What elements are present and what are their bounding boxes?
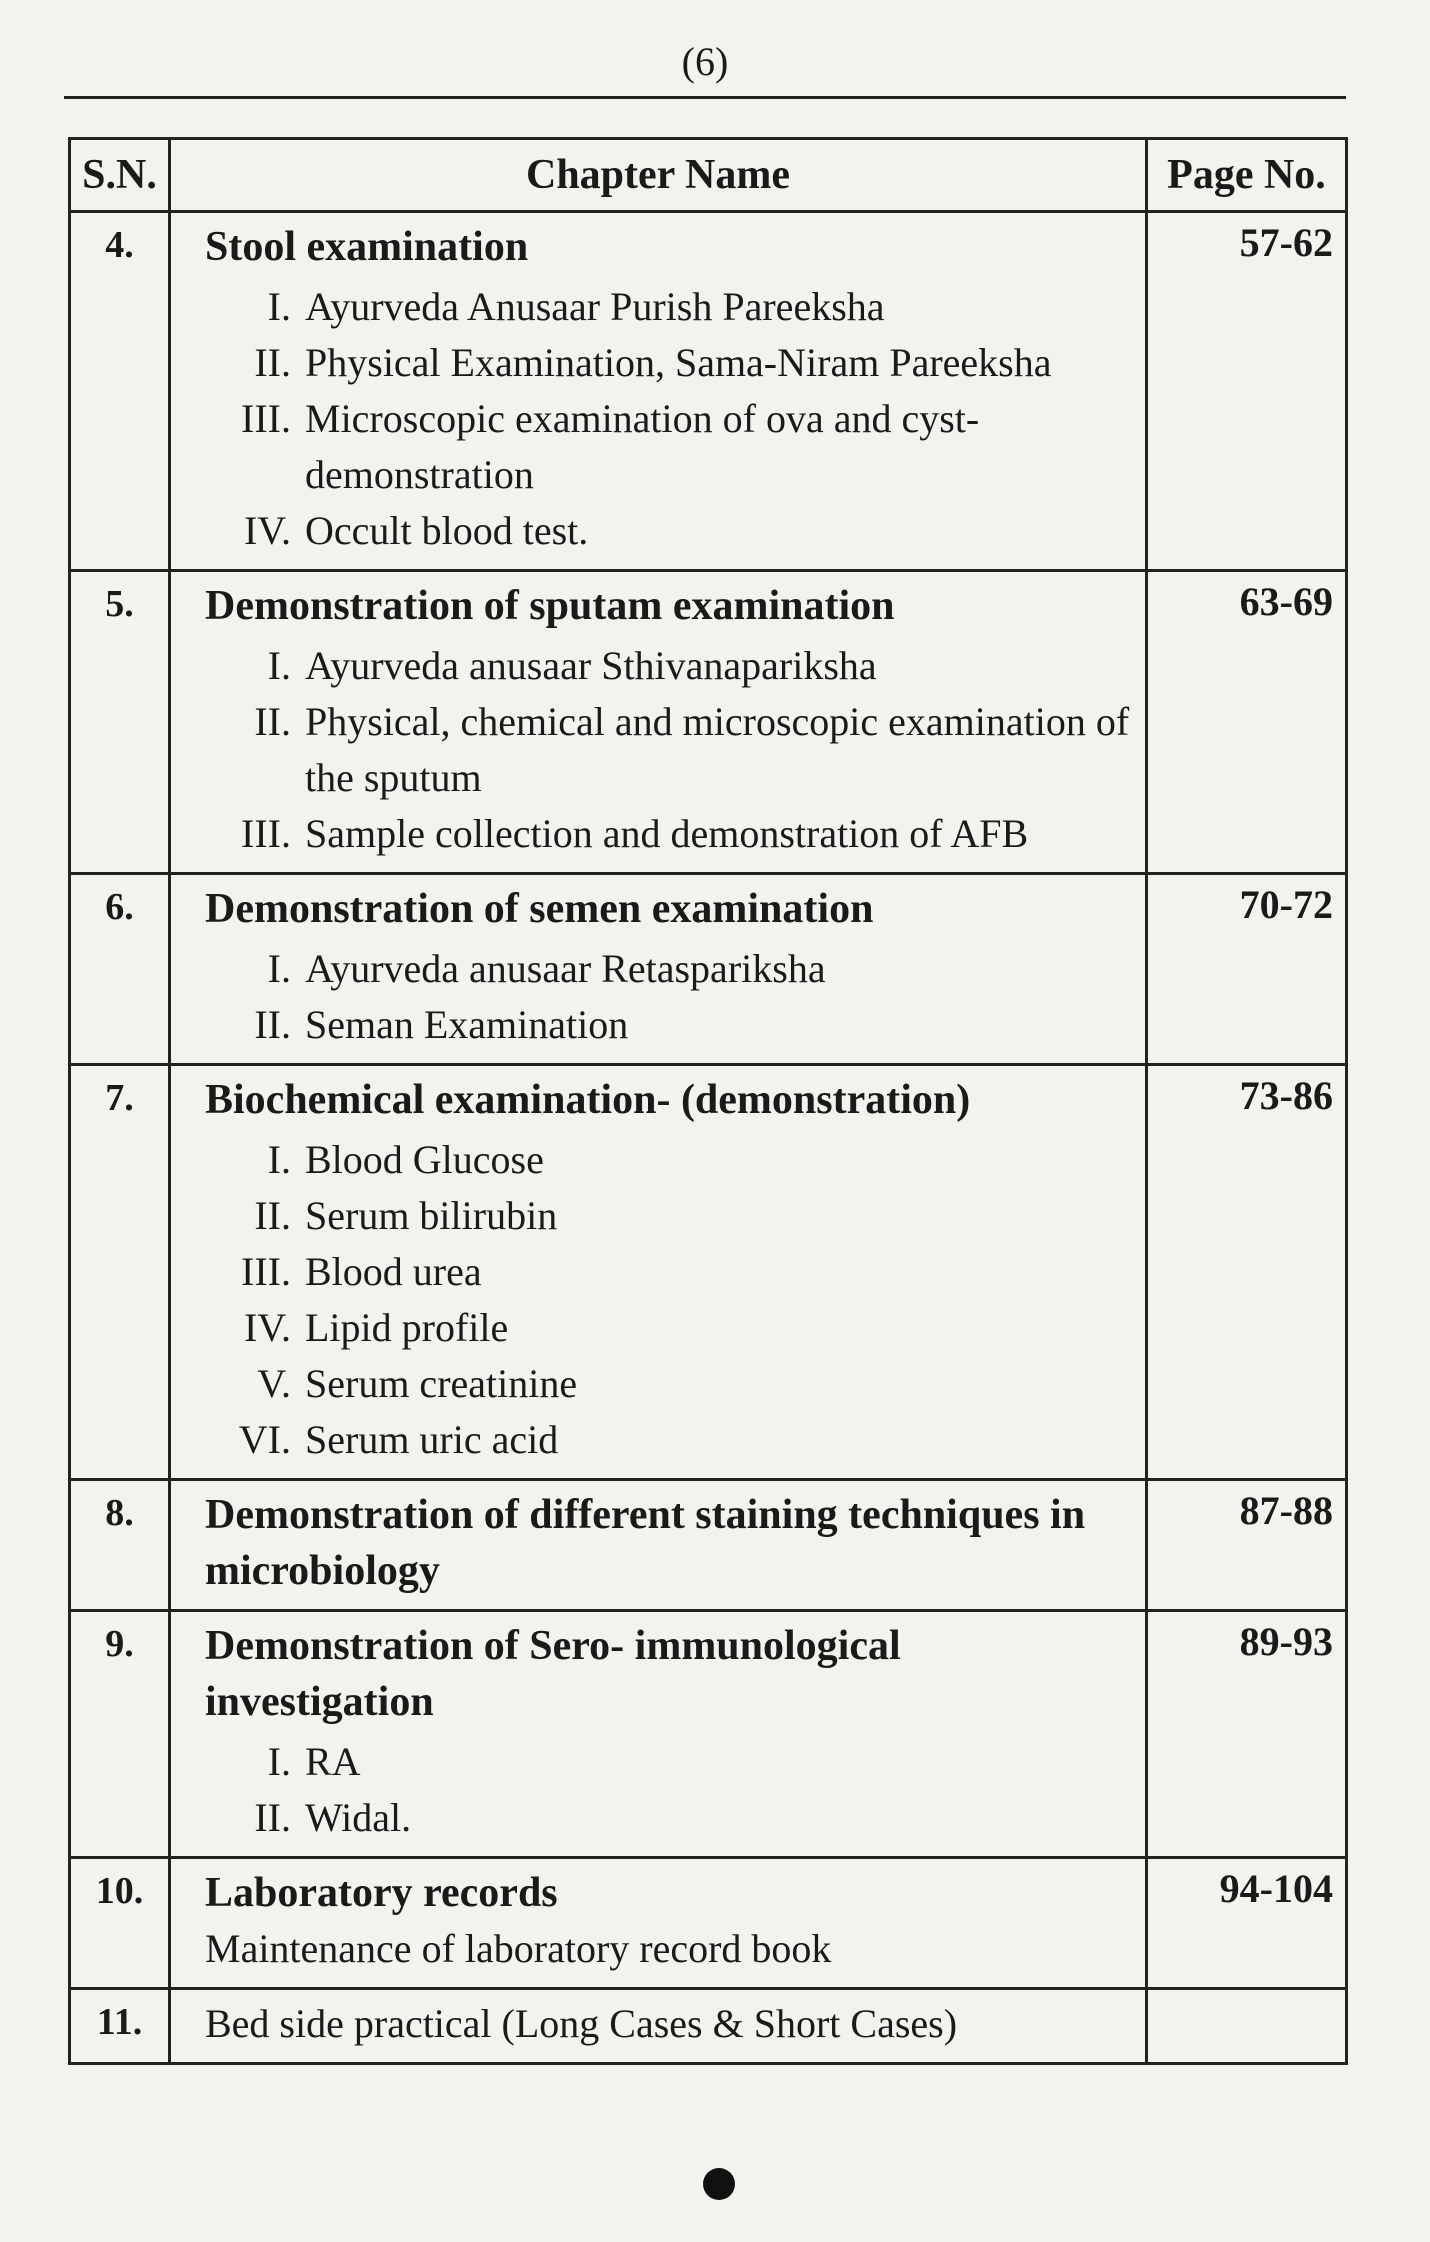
chapter-title: Biochemical examination- (demonstration) [205,1077,971,1123]
chapter-title: Demonstration of Sero- immunological investigation [205,1623,901,1725]
list-item [205,1356,1135,1412]
subtopic-text: Serum creatinine [305,1361,578,1406]
roman-numeral: I. [267,643,291,688]
page-range: 87-88 [1147,1480,1347,1611]
serial-number: 5. [70,571,170,874]
roman-numeral: II. [254,699,291,744]
roman-numeral: I. [267,1137,291,1182]
chapter-cell [170,1989,1147,2064]
list-item [205,694,1135,806]
roman-numeral: I. [267,284,291,329]
subtopic-text: Occult blood test. [305,508,589,553]
roman-numeral: IV. [243,508,291,553]
list-item [205,1790,1135,1846]
subtopic-list [205,1132,1135,1468]
subtopic-text: Blood urea [305,1249,482,1294]
list-item [205,391,1135,503]
roman-numeral: II. [254,340,291,385]
contents-body [70,212,1347,2064]
subtopic-text: Sample collection and demonstration of AFB [305,811,1029,856]
header-row [70,139,1347,212]
table-row [70,571,1347,874]
page-range: 63-69 [1147,571,1347,874]
chapter-cell [170,1065,1147,1480]
list-item [205,997,1135,1053]
list-item [205,638,1135,694]
page-range [1147,1989,1347,2064]
subtopic-text: Ayurveda anusaar Sthivanapariksha [305,643,877,688]
bullet-dot [703,2168,735,2200]
page-range: 89-93 [1147,1611,1347,1858]
list-item [205,335,1135,391]
subtopic-text: Physical Examination, Sama-Niram Pareeksha [305,340,1052,385]
table-row [70,1480,1347,1611]
list-item [205,941,1135,997]
list-item [205,1188,1135,1244]
chapter-cell [170,874,1147,1065]
chapter-cell [170,212,1147,571]
table-row [70,1989,1347,2064]
header-sn: S.N. [70,139,170,212]
serial-number: 6. [70,874,170,1065]
chapter-title: Demonstration of semen examination [205,886,874,932]
subtopic-text: Physical, chemical and microscopic examination of the sputum [305,699,1130,800]
table-row [70,1065,1347,1480]
subtopic-list [205,941,1135,1053]
serial-number: 4. [70,212,170,571]
subtopic-text: Serum uric acid [305,1417,559,1462]
header-rule [64,96,1346,99]
roman-numeral: IV. [243,1305,291,1350]
roman-numeral: II. [254,1795,291,1840]
page-range: 57-62 [1147,212,1347,571]
list-item [205,1734,1135,1790]
serial-number: 9. [70,1611,170,1858]
chapter-title: Laboratory records [205,1870,558,1916]
subtopic-text: Lipid profile [305,1305,509,1350]
table-row [70,212,1347,571]
subtopic-text: Blood Glucose [305,1137,544,1182]
list-item [205,1244,1135,1300]
chapter-cell [170,1480,1147,1611]
chapter-title: Demonstration of sputam examination [205,583,895,629]
subtopic-text: Serum bilirubin [305,1193,558,1238]
roman-numeral: III. [241,811,291,856]
list-item [205,279,1135,335]
contents-table [68,137,1348,2065]
page-number: (6) [681,39,729,84]
list-item [205,503,1135,559]
roman-numeral: I. [267,946,291,991]
header-page-no: Page No. [1147,139,1347,212]
subtopic-text: Widal. [305,1795,412,1840]
chapter-description: Maintenance of laboratory record book [205,1926,832,1971]
subtopic-text: Ayurveda anusaar Retaspariksha [305,946,826,991]
subtopic-text: Seman Examination [305,1002,629,1047]
roman-numeral: I. [267,1739,291,1784]
chapter-description: Bed side practical (Long Cases & Short Cases) [205,2001,958,2046]
list-item [205,1300,1135,1356]
table-row [70,1611,1347,1858]
table-row [70,1858,1347,1989]
subtopic-text: Ayurveda Anusaar Purish Pareeksha [305,284,885,329]
chapter-cell [170,1858,1147,1989]
page-range: 94-104 [1147,1858,1347,1989]
page-range: 73-86 [1147,1065,1347,1480]
roman-numeral: III. [241,396,291,441]
subtopic-text: Microscopic examination of ova and cyst-demonstration [305,396,980,497]
chapter-cell [170,1611,1147,1858]
serial-number: 11. [70,1989,170,2064]
roman-numeral: II. [254,1193,291,1238]
list-item [205,806,1135,862]
chapter-title: Demonstration of different staining techniques in microbiology [205,1492,1086,1594]
roman-numeral: III. [241,1249,291,1294]
subtopic-list [205,638,1135,862]
subtopic-list [205,279,1135,559]
serial-number: 10. [70,1858,170,1989]
table-row [70,874,1347,1065]
chapter-cell [170,571,1147,874]
serial-number: 7. [70,1065,170,1480]
roman-numeral: V. [257,1361,291,1406]
roman-numeral: II. [254,1002,291,1047]
list-item [205,1412,1135,1468]
roman-numeral: VI. [238,1417,291,1462]
subtopic-text: RA [305,1739,361,1784]
subtopic-list [205,1734,1135,1846]
serial-number: 8. [70,1480,170,1611]
page-range: 70-72 [1147,874,1347,1065]
chapter-title: Stool examination [205,224,529,270]
list-item [205,1132,1135,1188]
header-chapter-name: Chapter Name [170,139,1147,212]
